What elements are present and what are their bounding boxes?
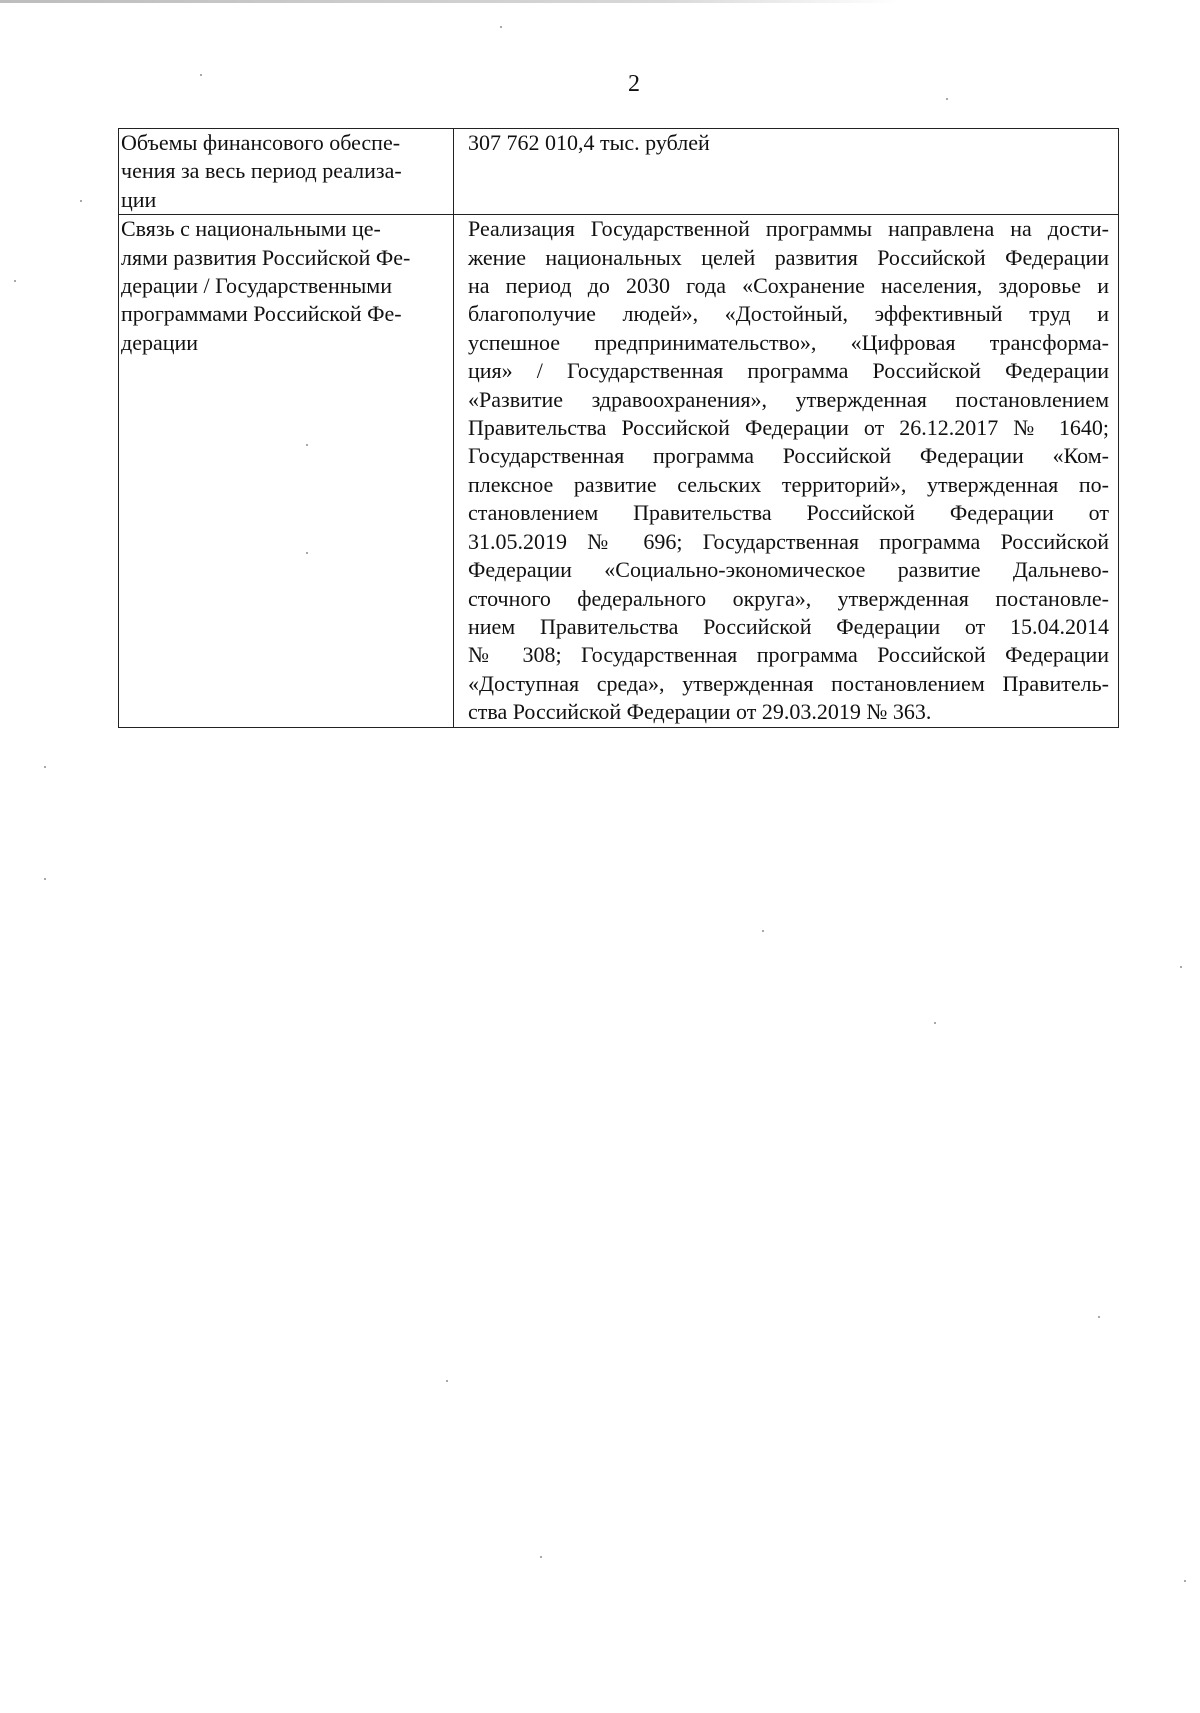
label-line: программами Российской Фе- — [121, 301, 402, 327]
value-line: Правительства Российской Федерации от 26.12.2017 № 1640; — [468, 415, 1109, 441]
value-line: на период до 2030 года «Сохранение населения, здоровье и — [468, 273, 1109, 299]
value-line: жение национальных целей развития Российской Федерации — [468, 244, 1109, 270]
row-value-cell — [454, 129, 1119, 215]
program-passport-table — [118, 128, 1119, 728]
label-line: дерации / Государственными — [121, 273, 392, 299]
value-line: 31.05.2019 № 696; Государственная программа Российской — [468, 528, 1109, 554]
row-label-cell — [119, 215, 454, 727]
value-line: становлением Правительства Российской Федерации от — [468, 500, 1109, 526]
funding-amount: 307 762 010,4 тыс. рублей — [468, 130, 710, 155]
scan-speck — [1098, 1316, 1100, 1318]
table-row-national-goals-link — [119, 215, 1119, 727]
value-line: ства Российской Федерации от 29.03.2019 № 363. — [468, 699, 932, 725]
scan-speck — [946, 98, 948, 100]
value-line: благополучие людей», «Достойный, эффективный труд и — [468, 301, 1109, 327]
value-line: нием Правительства Российской Федерации от 15.04.2014 — [468, 613, 1109, 639]
value-line: плексное развитие сельских территорий», утвержденная по- — [468, 471, 1109, 497]
scan-speck — [14, 280, 16, 282]
value-line: «Развитие здравоохранения», утвержденная постановлением — [468, 386, 1109, 412]
scan-speck — [540, 1556, 542, 1558]
page-number: 2 — [628, 71, 640, 97]
value-line: сточного федерального округа», утвержденная постановле- — [468, 585, 1109, 611]
scan-speck — [762, 930, 764, 932]
value-line: Федерации «Социально-экономическое развитие Дальнево- — [468, 557, 1109, 583]
scan-speck — [1180, 966, 1182, 968]
value-line: Государственная программа Российской Федерации «Ком- — [468, 443, 1109, 469]
value-line: № 308; Государственная программа Российской Федерации — [468, 642, 1109, 668]
value-line: ция» / Государственная программа Российской Федерации — [468, 358, 1109, 384]
label-line: Объемы финансового обеспе- — [121, 130, 401, 155]
scan-speck — [500, 26, 502, 28]
row-value-cell — [454, 215, 1119, 727]
scan-edge — [0, 0, 1200, 3]
scan-speck — [934, 1022, 936, 1024]
scan-speck — [44, 878, 46, 880]
scan-speck — [200, 74, 202, 76]
label-line: чения за весь период реализа- — [121, 158, 402, 184]
label-line: Связь с национальными це- — [121, 216, 381, 242]
row-label-cell — [119, 129, 454, 215]
scan-speck — [306, 444, 308, 446]
table-row-funding-volume — [119, 129, 1119, 215]
label-line: ции — [121, 186, 157, 212]
scan-speck — [306, 552, 308, 554]
scan-speck — [44, 766, 46, 768]
value-line: Реализация Государственной программы направлена на дости- — [468, 216, 1109, 242]
value-line: успешное предпринимательство», «Цифровая трансформа- — [468, 329, 1109, 355]
value-line: «Доступная среда», утвержденная постановлением Правитель- — [468, 670, 1109, 696]
scan-speck — [446, 1380, 448, 1382]
label-line: дерации — [121, 329, 199, 355]
scan-speck — [1184, 1580, 1186, 1582]
label-line: лями развития Российской Фе- — [121, 244, 411, 270]
scan-speck — [80, 200, 82, 202]
